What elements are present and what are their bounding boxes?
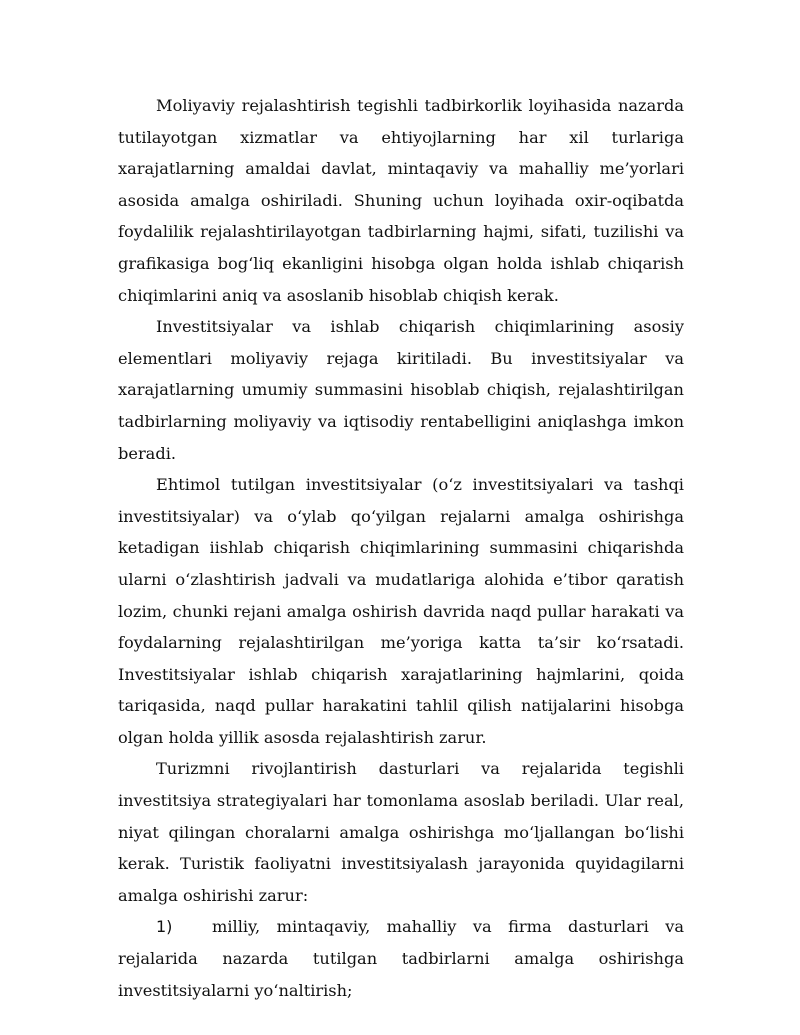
paragraph-investment-elements: Investitsiyalar va ishlab chiqarish chiqimlarining asosiy elementlari moliyaviy rejaga kiritiladi. Bu investitsiyalar va xarajatlarning umumiy summasini hisoblab chiqish, rejalashtirilgan tadbirlarning moliyaviy va iqtisodiy rentabelligini aniqlashga imkon beradi. [118,317,684,463]
list-item [118,911,684,1006]
paragraph-financial-planning: Moliyaviy rejalashtirish tegishli tadbirkorlik loyihasida nazarda tutilayotgan xizmatlar va ehtiyojlarning har xil turlariga xarajatlarning amaldai davlat, mintaqaviy va mahalliy me’yorlari asosida amalga oshiriladi. Shuning uchun loyihada oxir-oqibatda foydalilik rejalashtirilayotgan tadbirlarning hajmi, sifati, tuzilishi va grafikasiga bog‘liq ekanligini hisobga olgan holda ishlab chiqarish chiqimlarini aniq va asoslanib hisoblab chiqish kerak. [118,96,684,305]
paragraph-tourism-strategy: Turizmni rivojlantirish dasturlari va rejalarida tegishli investitsiya strategiyalari har tomonlama asoslab beriladi. Ular real, niyat qilingan choralarni amalga oshirishga mo‘ljallangan bo‘lishi kerak. Turistik faoliyatni investitsiyalash jarayonida quyidagilarni amalga oshirishi zarur: [118,759,684,905]
list-item-text: milliy, mintaqaviy, mahalliy va firma dasturlari va rejalarida nazarda tutilgan tadbirlarni amalga oshirishga investitsiyalarni yo‘naltirish; [118,917,684,1000]
document-page [118,90,684,1006]
list-item-number: 1) [156,917,173,937]
paragraph-expected-investments: Ehtimol tutilgan investitsiyalar (o‘z investitsiyalari va tashqi investitsiyalar) va o‘ylab qo‘yilgan rejalarni amalga oshirishga ketadigan iishlab chiqarish chiqimlarining summasini chiqarishda ularni o‘zlashtirish jadvali va mudatlariga alohida e’tibor qaratish lozim, chunki rejani amalga oshirish davrida naqd pullar harakati va foydalarning rejalashtirilgan me’yoriga katta ta’sir ko‘rsatadi. Investitsiyalar ishlab chiqarish xarajatlarining hajmlarini, qoida tariqasida, naqd pullar harakatini tahlil qilish natijalarini hisobga olgan holda yillik asosda rejalashtirish zarur. [118,475,684,747]
